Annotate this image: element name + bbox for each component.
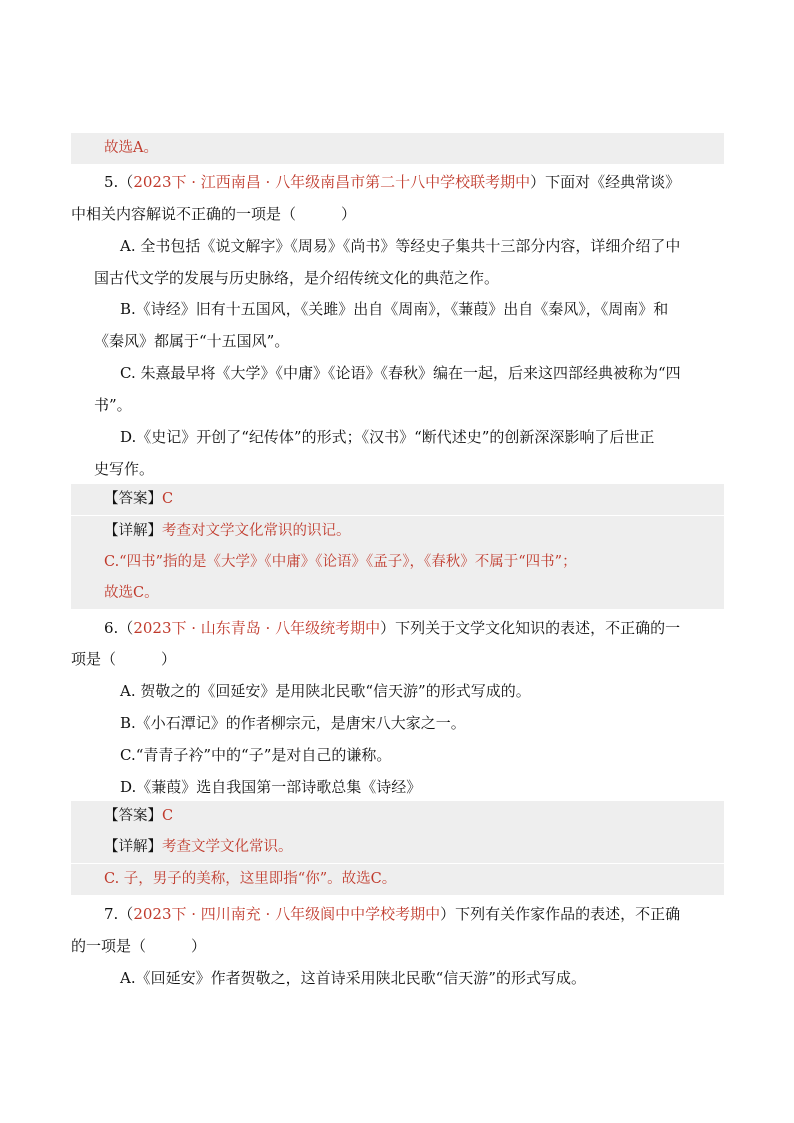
q6-stem-line2: 项是（ ） <box>71 650 177 668</box>
q5-option-b-line2: 《秦风》都属于“十五国风”。 <box>94 332 290 350</box>
q6-option-b: B.《小石潭记》的作者柳宗元，是唐宋八大家之一。 <box>120 714 466 732</box>
q7-source: 2023下 · 四川南充 · 八年级阆中中学校考期中 <box>133 905 441 923</box>
q5-option-c-line1: C. 朱熹最早将《大学》《中庸》《论语》《春秋》编在一起，后来这四部经典被称为“四 <box>120 364 681 382</box>
q6-stem-line1 <box>104 618 680 638</box>
q6-number: 6.（ <box>104 619 134 637</box>
q5-option-a-line2: 国古代文学的发展与历史脉络，是介绍传统文化的典范之作。 <box>94 269 500 287</box>
q5-option-b-line1: B.《诗经》旧有十五国风，《关雎》出自《周南》，《蒹葭》出自《秦风》，《周南》和 <box>120 300 669 318</box>
q6-option-a: A. 贺敬之的《回延安》是用陕北民歌“信天游”的形式写成的。 <box>120 682 531 700</box>
q5-source: 2023下 · 江西南昌 · 八年级南昌市第二十八中学校联考期中 <box>133 173 531 191</box>
q6-detail-label: 【详解】 <box>104 839 162 855</box>
q5-number: 5.（ <box>104 173 134 191</box>
q5-detail-text: 考查对文学文化常识的识记。 <box>162 523 351 539</box>
q5-conclusion: 故选C。 <box>71 578 724 609</box>
q5-option-a-line1: A. 全书包括《说文解字》《周易》《尚书》等经史子集共十三部分内容，详细介绍了中 <box>120 237 681 255</box>
q6-detail <box>71 832 724 863</box>
q5-stem-line2: 中相关内容解说不正确的一项是（ ） <box>71 205 357 223</box>
q5-answer <box>71 484 724 515</box>
q5-explanation: C.“四书”指的是《大学》《中庸》《论语》《孟子》，《春秋》不属于“四书”； <box>71 547 724 578</box>
q6-option-c: C.“青青子衿”中的“子”是对自己的谦称。 <box>120 746 392 764</box>
q7-stem-part1: ）下列有关作家作品的表述，不正确 <box>440 905 681 923</box>
q5-option-c-line2: 书”。 <box>94 396 132 414</box>
q7-option-a: A.《回延安》作者贺敬之，这首诗采用陕北民歌“信天游”的形式写成。 <box>120 969 586 987</box>
q5-option-d-line1: D.《史记》开创了“纪传体”的形式；《汉书》“断代述史”的创新深深影响了后世正 <box>120 428 655 446</box>
q5-stem-line1 <box>104 172 680 192</box>
q6-option-d: D.《蒹葭》选自我国第一部诗歌总集《诗经》 <box>120 778 422 796</box>
q4-conclusion: 故选A。 <box>71 133 724 164</box>
q5-answer-label: 【答案】 <box>104 491 162 507</box>
q6-detail-text: 考查文学文化常识。 <box>162 839 293 855</box>
q5-detail <box>71 516 724 547</box>
q7-number: 7.（ <box>104 905 134 923</box>
q5-stem-part1: ）下面对《经典常谈》 <box>530 173 681 191</box>
q6-stem-part1: ）下列关于文学文化知识的表述，不正确的一 <box>380 619 681 637</box>
q6-answer <box>71 801 724 832</box>
q5-option-d-line2: 史写作。 <box>94 460 155 478</box>
q5-detail-label: 【详解】 <box>104 523 162 539</box>
q7-stem-line1 <box>104 904 680 924</box>
q6-explanation: C. 子，男子的美称，这里即指“你”。故选C。 <box>71 864 724 895</box>
q7-stem-line2: 的一项是（ ） <box>71 937 207 955</box>
q6-answer-label: 【答案】 <box>104 808 162 824</box>
q6-answer-value: C <box>162 808 174 824</box>
q6-source: 2023下 · 山东青岛 · 八年级统考期中 <box>133 619 381 637</box>
q5-answer-value: C <box>162 491 174 507</box>
